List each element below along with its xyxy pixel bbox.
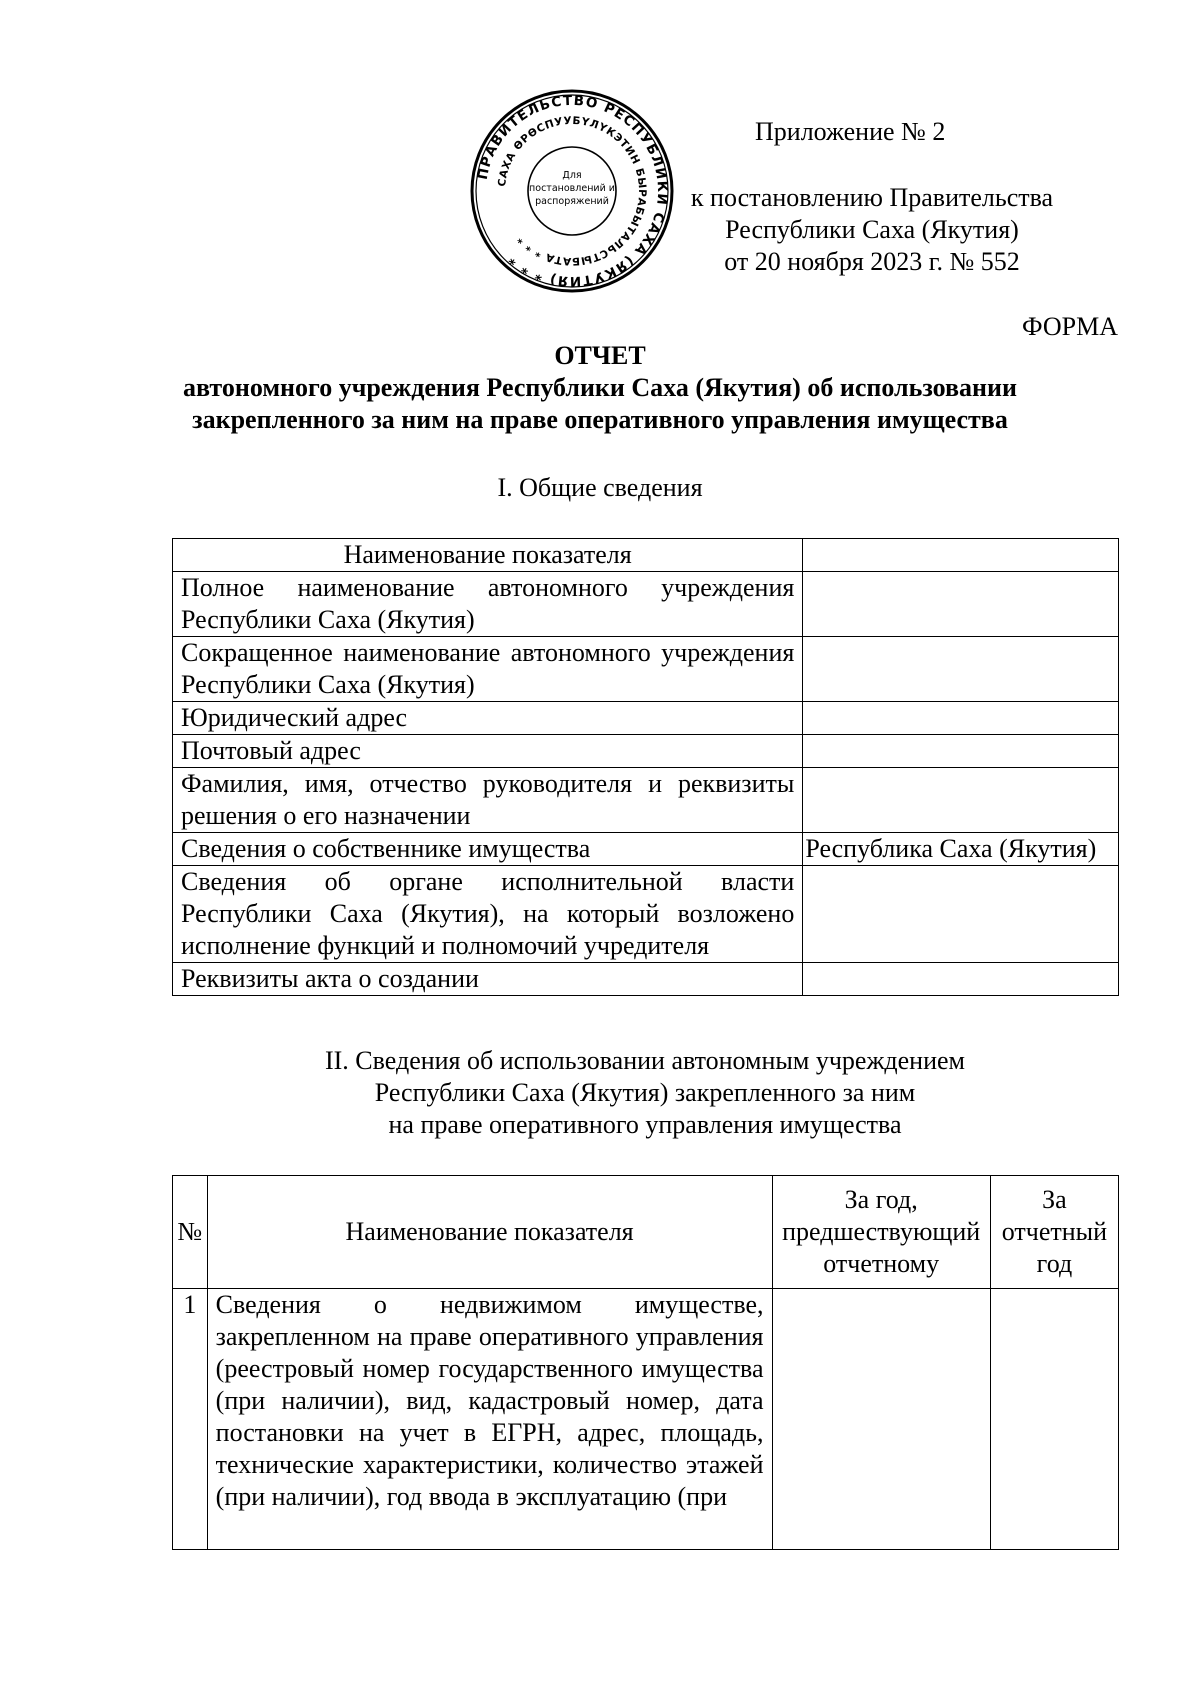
row-label: Реквизиты акта о создании <box>173 963 803 996</box>
header-previous-year: За год, предшествующий отчетному <box>772 1176 990 1289</box>
section-2-heading-line-3: на праве оперативного управления имущества <box>388 1110 902 1139</box>
table-row <box>173 637 1119 702</box>
row-label: Сокращенное наименование автономного учреждения Республики Саха (Якутия) <box>173 637 803 702</box>
table-row <box>173 735 1119 768</box>
table-row <box>173 963 1119 996</box>
row-value <box>803 768 1119 833</box>
header-number: № <box>173 1176 208 1289</box>
header-value-cell <box>803 539 1119 572</box>
row-current-year-value <box>990 1289 1118 1550</box>
table-row <box>173 866 1119 963</box>
decree-line-1: к постановлению Правительства <box>690 183 1054 212</box>
row-label: Юридический адрес <box>173 702 803 735</box>
general-info-table <box>172 538 1119 996</box>
section-2-heading-line-1: II. Сведения об использовании автономным учреждением <box>324 1046 966 1075</box>
decree-line-2: Республики Саха (Якутия) <box>725 215 1019 244</box>
row-indicator-name: Сведения о недвижимом имуществе, закрепленном на праве оперативного управления (реестровый номер государственного имущества (при наличии), вид, кадастровый номер, дата постановки на учет в ЕГРН, адрес, площадь, технические характеристики, количество этажей (при наличии), год ввода в эксплуатацию (при <box>207 1289 772 1550</box>
section-2-heading-line-2: Республики Саха (Якутия) закрепленного за ним <box>374 1078 916 1107</box>
row-number: 1 <box>173 1289 208 1550</box>
section-2-heading <box>100 1045 1190 1141</box>
decree-line-3: от 20 ноября 2023 г. № 552 <box>724 247 1020 276</box>
table-row <box>173 768 1119 833</box>
table-header-row <box>173 539 1119 572</box>
row-label: Полное наименование автономного учреждения Республики Саха (Якутия) <box>173 572 803 637</box>
table-row <box>173 833 1119 866</box>
seal-center-line-2: постановлений и <box>529 183 615 194</box>
header-indicator-name: Наименование показателя <box>173 539 803 572</box>
table-row <box>173 1289 1119 1550</box>
table-header-row <box>173 1176 1119 1289</box>
row-value <box>803 702 1119 735</box>
seal-center-line-1: Для <box>562 170 582 181</box>
row-label: Сведения о собственнике имущества <box>173 833 803 866</box>
row-value <box>803 572 1119 637</box>
row-label: Почтовый адрес <box>173 735 803 768</box>
row-value <box>803 866 1119 963</box>
section-1-heading: I. Общие сведения <box>497 473 703 502</box>
row-label: Сведения об органе исполнительной власти Республики Саха (Якутия), на который возложено исполнение функций и полномочий учредителя <box>173 866 803 963</box>
header-indicator-name: Наименование показателя <box>207 1176 772 1289</box>
seal-inner-text: САХА ӨРӨСПУУБҮЛҮКЭТИН БЫРАБЫТАЛЬСТЫБАТА * * * <box>496 114 649 268</box>
appendix-number: Приложение № 2 <box>755 117 946 146</box>
table-row <box>173 572 1119 637</box>
title-line-3: закрепленного за ним на праве оперативного управления имущества <box>192 405 1008 434</box>
row-value <box>803 963 1119 996</box>
decree-reference <box>662 182 1082 278</box>
official-seal <box>469 88 675 294</box>
row-label: Фамилия, имя, отчество руководителя и реквизиты решения о его назначении <box>173 768 803 833</box>
title-line-2: автономного учреждения Республики Саха (Якутия) об использовании <box>183 373 1017 402</box>
seal-center-line-3: распоряжений <box>535 196 609 207</box>
table-row <box>173 702 1119 735</box>
document-title <box>100 340 1100 436</box>
form-label: ФОРМА <box>1022 312 1118 341</box>
header-current-year: За отчетный год <box>990 1176 1118 1289</box>
seal-outer-text: ПРАВИТЕЛЬСТВО РЕСПУБЛИКИ САХА (ЯКУТИЯ) * * * <box>474 92 671 290</box>
title-line-1: ОТЧЕТ <box>554 341 646 370</box>
row-value <box>803 735 1119 768</box>
property-usage-table <box>172 1175 1119 1550</box>
row-previous-year-value <box>772 1289 990 1550</box>
row-value: Республика Саха (Якутия) <box>803 833 1119 866</box>
row-value <box>803 637 1119 702</box>
